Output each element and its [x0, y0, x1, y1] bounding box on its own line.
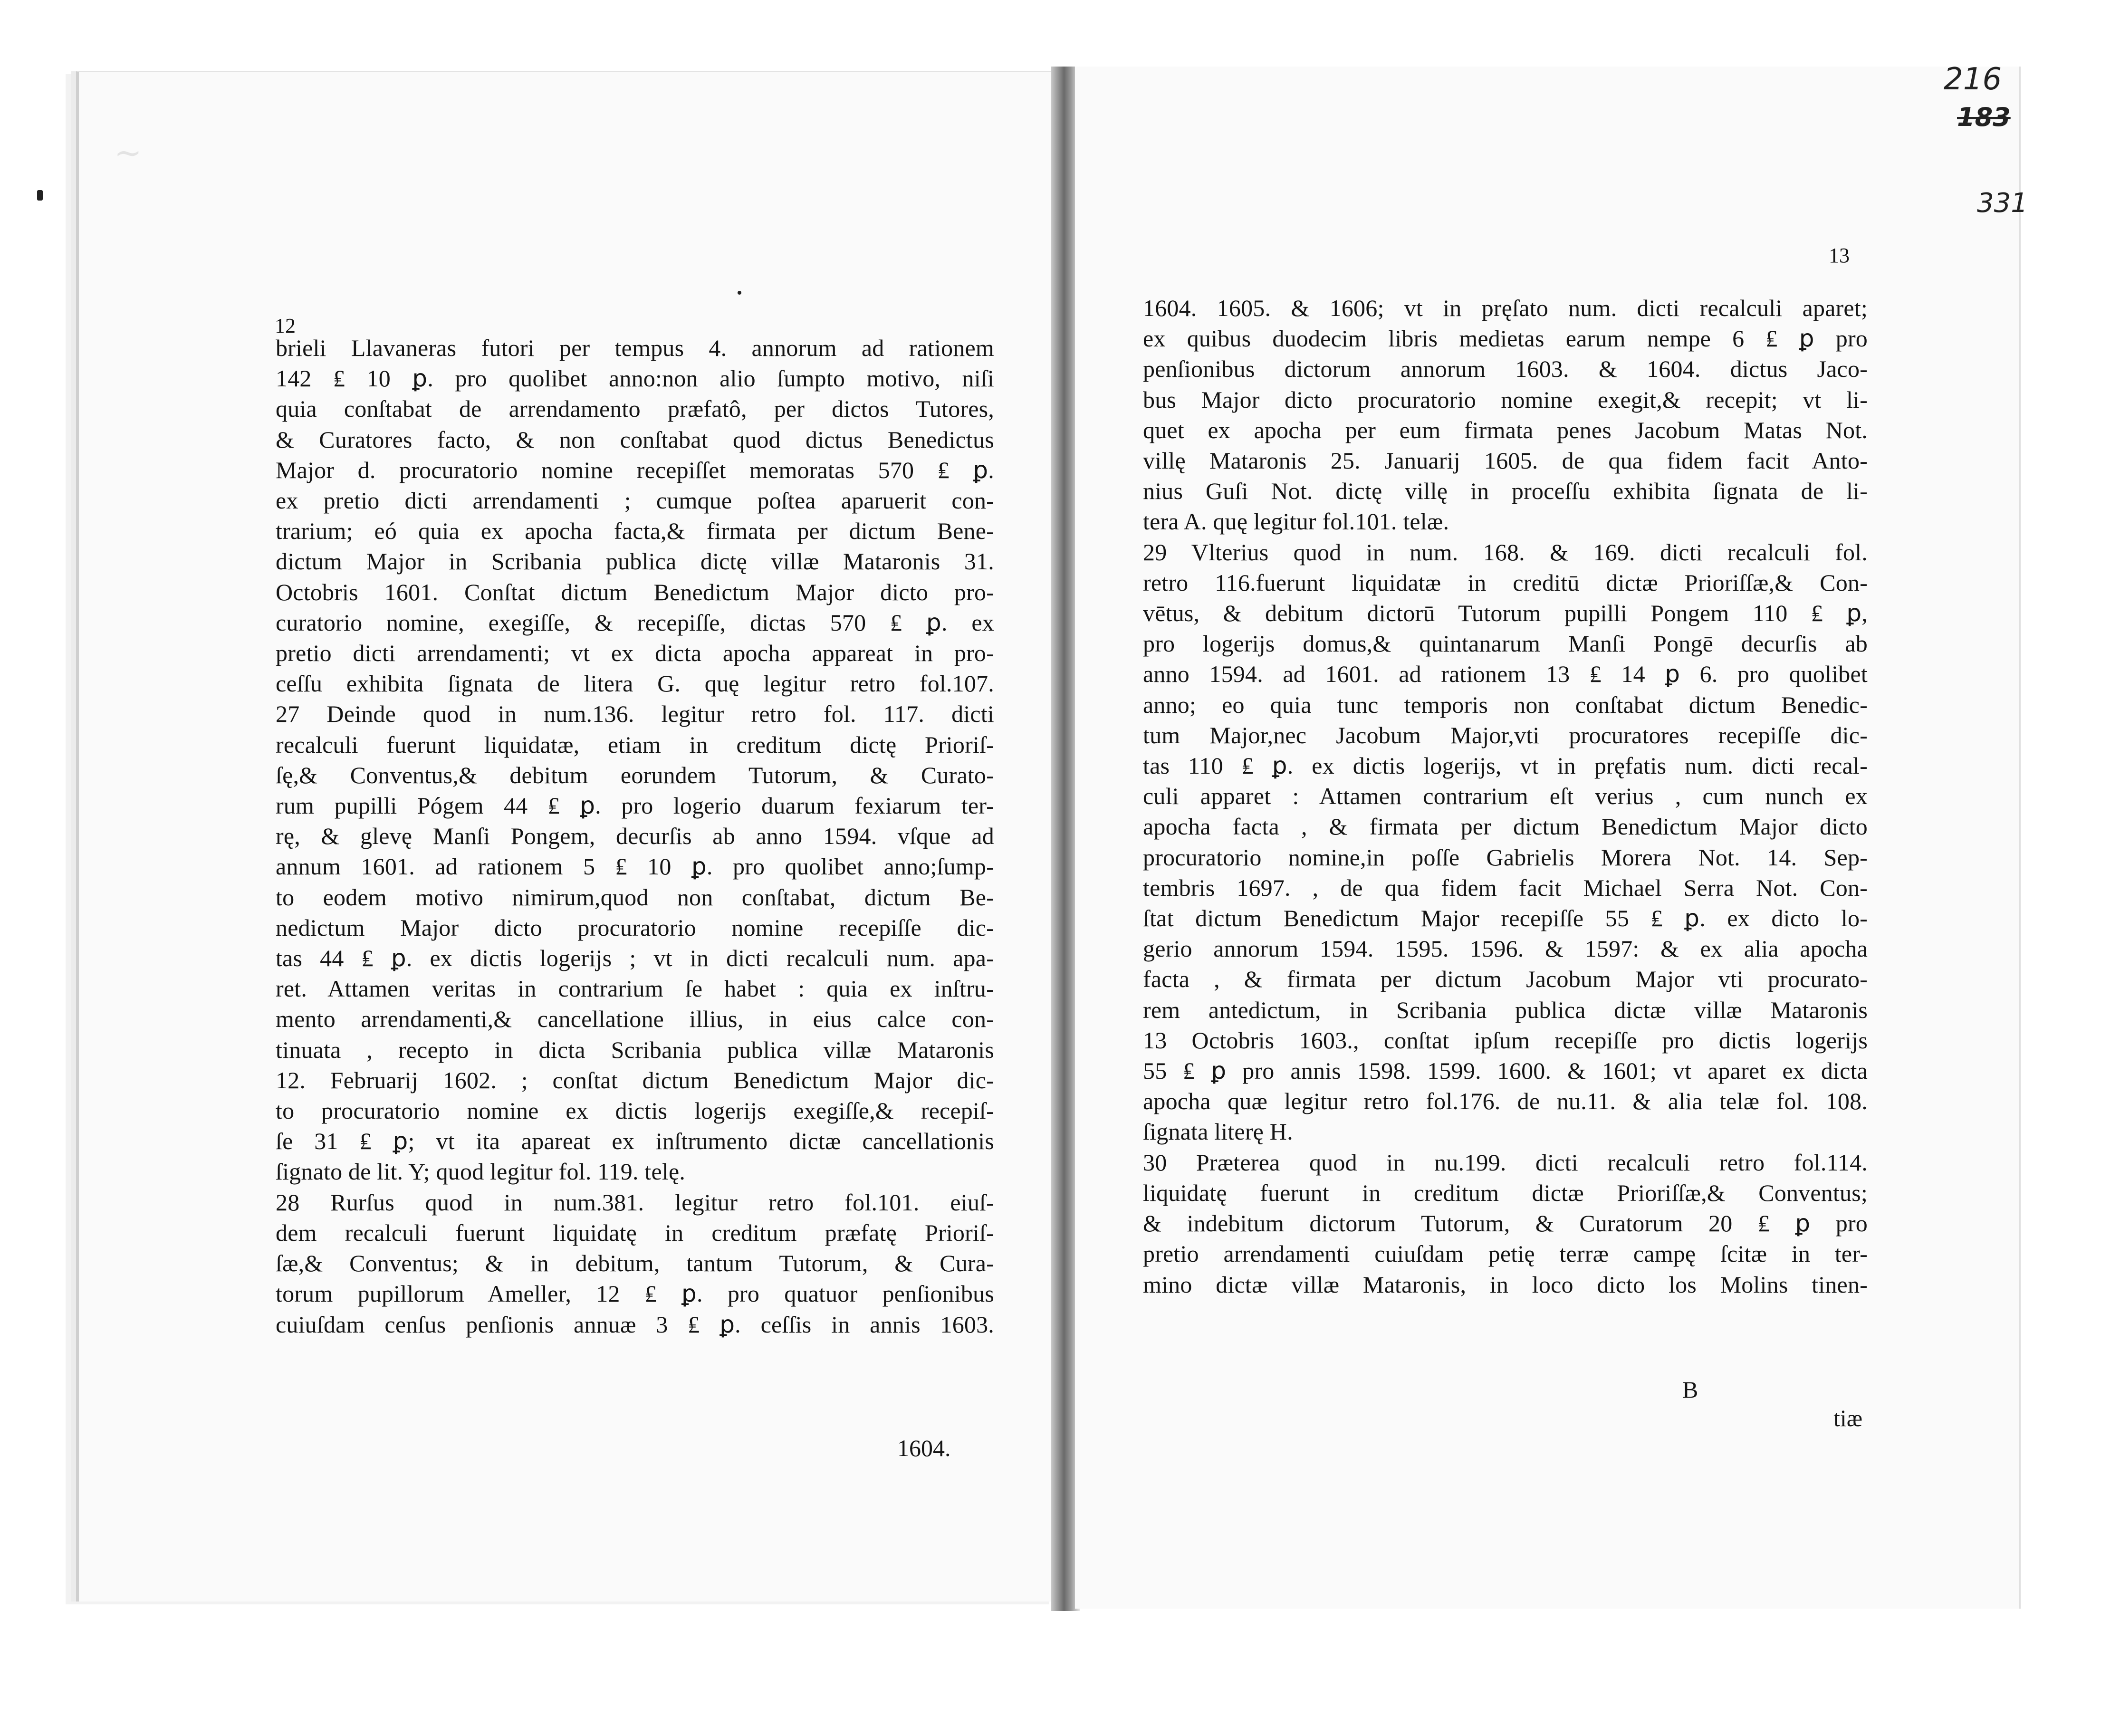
text-line: tas 44 ₤ ꝑ. ex dictis logerijs ; vt in dicti recalculi num. apa- [276, 945, 994, 972]
text-line: ſę,& Conventus,& debitum eorundem Tutorum, & Curato- [276, 761, 994, 788]
text-line: ſignata literę H. [1143, 1118, 1293, 1145]
text-line: ex pretio dicti arrendamenti ; cumque poſtea aparuerit con- [276, 487, 994, 514]
text-line: dictum Major in Scribania publica dictę villæ Mataronis 31. [276, 548, 994, 575]
text-line: rem antedictum, in Scribania publica dictæ villæ Mataronis [1143, 996, 1868, 1023]
text-line: ex quibus duodecim libris medietas earum nempe 6 ₤ ꝑ pro [1143, 325, 1868, 352]
text-line: facta , & firmata per dictum Jacobum Major vti procurato- [1143, 966, 1868, 993]
text-line: vētus, & debitum dictorū Tutorum pupilli Pongem 110 ₤ ꝑ, [1143, 600, 1868, 627]
text-line: penſionibus dictorum annorum 1603. & 1604. dictus Jaco- [1143, 355, 1868, 383]
text-line: & indebitum dictorum Tutorum, & Curatorum 20 ₤ ꝑ pro [1143, 1210, 1868, 1237]
text-line: pretio dicti arrendamenti; vt ex dicta apocha appareat in pro- [276, 640, 994, 667]
text-line: 1604. 1605. & 1606; vt in pręſato num. dicti recalculi aparet; [1143, 295, 1868, 321]
binding-mark [37, 190, 43, 201]
right-page-number: 13 [1829, 244, 1850, 267]
text-line: tinuata , recepto in dicta Scribania publica villæ Mataronis [276, 1036, 994, 1063]
text-line: retro 116.fuerunt liquidatæ in creditū dictæ Prioriſſæ,& Con- [1143, 569, 1868, 596]
text-line: Octobris 1601. Conſtat dictum Benedictum Major dicto pro- [276, 578, 994, 605]
handwritten-folio-number: 216 [1944, 62, 2002, 97]
right-page-text [1143, 293, 1868, 1300]
paragraph-30-start: 30 Præterea quod in nu.199. dicti recalculi retro fol.114. [1143, 1149, 1868, 1176]
paragraph-27-start: 27 Deinde quod in num.136. legitur retro fol. 117. dicti [276, 700, 994, 728]
text-line: tas 110 ₤ ꝑ. ex dictis logerijs, vt in pręfatis num. dicti recal- [1143, 752, 1868, 779]
text-line: torum pupillorum Ameller, 12 ₤ ꝑ. pro quatuor penſionibus [276, 1280, 994, 1307]
faint-bleed-through-mark: ~ [114, 133, 142, 172]
text-line: quia conſtabat de arrendamento præfatô, per dictos Tutores, [276, 395, 994, 422]
text-line: apocha facta , & firmata per dictum Benedictum Major dicto [1143, 813, 1868, 840]
text-line: ceſſu exhibita ſignata de litera G. quę legitur retro fol.107. [276, 670, 994, 697]
right-catchword: tiæ [1833, 1405, 1863, 1431]
handwritten-second-number: 331 [1977, 188, 2028, 219]
text-line: anno; eo quia tunc temporis non conſtabat dictum Benedic- [1143, 691, 1868, 718]
paragraph-28-start: 28 Rurſus quod in num.381. legitur retro fol.101. eiuſ- [276, 1189, 994, 1216]
text-line: & Curatores facto, & non conſtabat quod dictus Benedictus [276, 426, 994, 453]
text-line: 13 Octobris 1603., conſtat ipſum recepiſſe pro dictis logerijs [1143, 1026, 1868, 1054]
text-line: anno 1594. ad 1601. ad rationem 13 ₤ 14 ꝑ 6. pro quolibet [1143, 661, 1868, 688]
left-page-number: 12 [275, 314, 296, 337]
text-line: mento arrendamenti,& cancellatione illius, in eius calce con- [276, 1006, 994, 1033]
text-line: mino dictæ villæ Mataronis, in loco dicto los Molins tinen- [1143, 1271, 1868, 1298]
ink-speck [738, 291, 741, 295]
text-line: ſe 31 ₤ ꝑ; vt ita apareat ex inſtrumento dictæ cancellationis [276, 1128, 994, 1155]
text-line: rę, & glevę Manſi Pongem, decurſis ab anno 1594. vſque ad [276, 823, 994, 850]
text-line: tembris 1697. , de qua fidem facit Michael Serra Not. Con- [1143, 874, 1868, 901]
text-line: rum pupilli Pógem 44 ₤ ꝑ. pro logerio duarum fexiarum ter- [276, 792, 994, 819]
text-line: to procuratorio nomine ex dictis logerijs exegiſſe,& recepiſ- [276, 1097, 994, 1124]
text-line: villę Mataronis 25. Januarij 1605. de qua fidem facit Anto- [1143, 447, 1868, 474]
paragraph-29-start: 29 Vlterius quod in num. 168. & 169. dicti recalculi fol. [1143, 538, 1868, 566]
text-line: pro logerijs domus,& quintanarum Manſi Pongē decurſis ab [1143, 630, 1868, 657]
text-line: Major d. procuratorio nomine recepiſſet memoratas 570 ₤ ꝑ. [276, 456, 994, 483]
text-line: ſignato de lit. Y; quod legitur fol. 119. telę. [276, 1158, 686, 1185]
text-line: culi apparet : Attamen contrarium eſt verius , cum nunch ex [1143, 783, 1868, 810]
text-line: nedictum Major dicto procuratorio nomine recepiſſe dic- [276, 914, 994, 941]
text-line: bus Major dicto procuratorio nomine exegit,& recepit; vt li- [1143, 386, 1868, 413]
text-line: recalculi fuerunt liquidatæ, etiam in creditum dictę Prioriſ- [276, 731, 994, 758]
text-line: to eodem motivo nimirum,quod non conſtabat, dictum Be- [276, 883, 994, 911]
left-page-text [276, 333, 994, 1340]
signature-mark: B [1682, 1376, 1698, 1403]
text-line: trarium; eó quia ex apocha facta,& firmata per dictum Bene- [276, 518, 994, 545]
text-line: pretio arrendamenti cuiuſdam petię terræ campę ſcitæ in ter- [1143, 1240, 1868, 1267]
text-line: 55 ₤ ꝑ pro annis 1598. 1599. 1600. & 1601; vt aparet ex dicta [1143, 1057, 1868, 1084]
text-line: ret. Attamen veritas in contrarium ſe habet : quia ex inſtru- [276, 975, 994, 1002]
text-line: ſtat dictum Benedictum Major recepiſſe 55 ₤ ꝑ. ex dicto lo- [1143, 905, 1868, 932]
text-line: cuiuſdam cenſus penſionis annuæ 3 ₤ ꝑ. ceſſis in annis 1603. [276, 1311, 994, 1338]
text-line: ſæ,& Conventus; & in debitum, tantum Tutorum, & Cura- [276, 1250, 994, 1277]
left-catchword: 1604. [897, 1435, 951, 1461]
text-line: liquidatę fuerunt in creditum dictæ Prioriſſæ,& Conventus; [1143, 1179, 1868, 1206]
text-line: annum 1601. ad rationem 5 ₤ 10 ꝑ. pro quolibet anno;ſump- [276, 853, 994, 880]
text-line: dem recalculi fuerunt liquidatę in creditum præfatę Prioriſ- [276, 1219, 994, 1246]
text-line: gerio annorum 1594. 1595. 1596. & 1597: & ex alia apocha [1143, 935, 1868, 962]
handwritten-struck-number: 183 [1957, 102, 2011, 132]
text-line: tera A. quę legitur fol.101. telæ. [1143, 508, 1449, 535]
text-line: brieli Llavaneras futori per tempus 4. annorum ad rationem [276, 335, 994, 361]
text-line: apocha quæ legitur retro fol.176. de nu.11. & alia telæ fol. 108. [1143, 1088, 1868, 1115]
text-line: 142 ₤ 10 ꝑ. pro quolibet anno:non alio ſumpto motivo, niſi [276, 365, 994, 392]
text-line: quet ex apocha per eum firmata penes Jacobum Matas Not. [1143, 416, 1868, 443]
text-line: procuratorio nomine,in poſſe Gabrielis Morera Not. 14. Sep- [1143, 844, 1868, 871]
text-line: 12. Februarij 1602. ; conſtat dictum Benedictum Major dic- [276, 1066, 994, 1093]
text-line: tum Major,nec Jacobum Major,vti procuratores recepiſſe dic- [1143, 721, 1868, 748]
text-line: nius Guſi Not. dictę villę in proceſſu exhibita ſignata de li- [1143, 478, 1868, 505]
text-line: curatorio nomine, exegiſſe, & recepiſſe, dictas 570 ₤ ꝑ. ex [276, 609, 994, 636]
